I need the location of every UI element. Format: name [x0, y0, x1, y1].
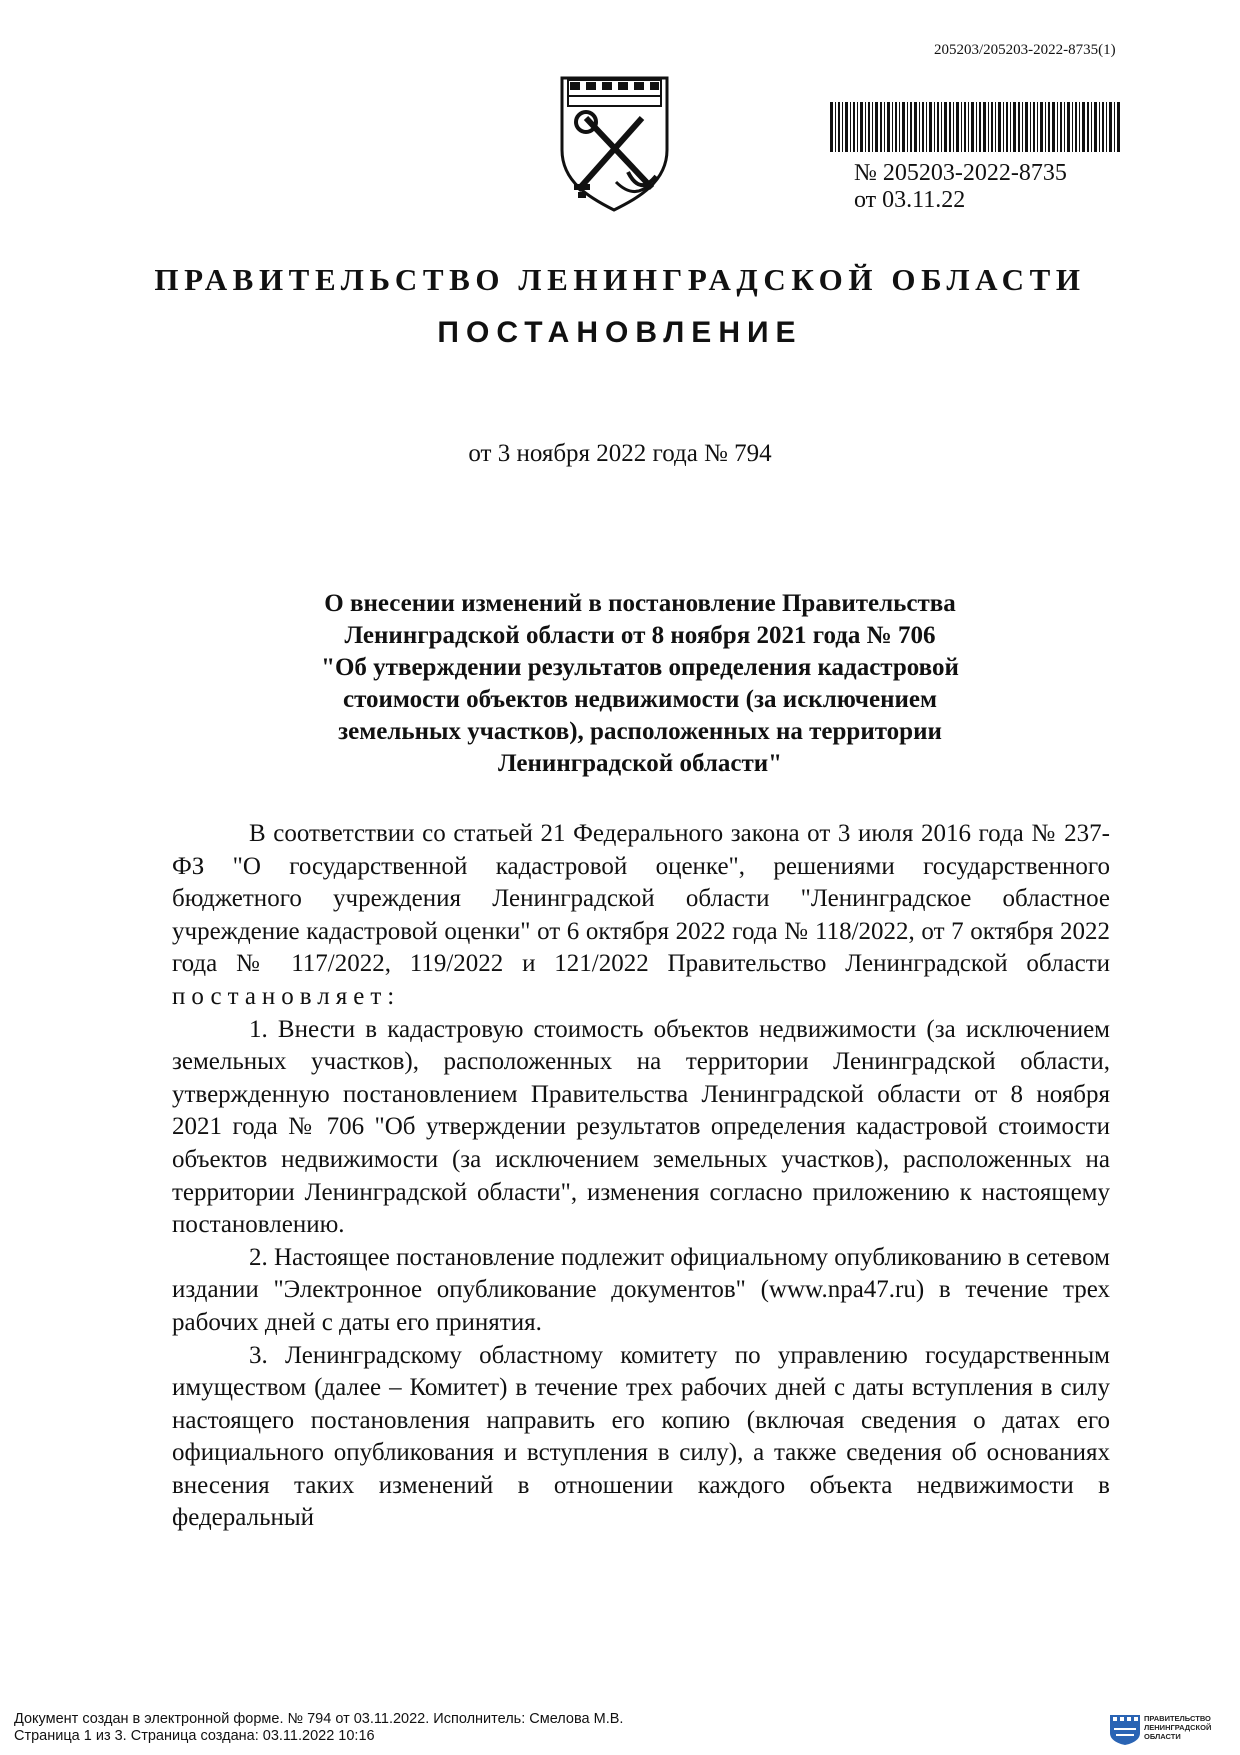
subject-line: земельных участков), расположенных на территории [338, 718, 942, 745]
subject-line: "Об утверждении результатов определения кадастровой [321, 654, 959, 681]
subject-line: стоимости объектов недвижимости (за исключением [342, 686, 938, 713]
footer-page-info: Страница 1 из 3. Страница создана: 03.11.2022 10:16 [14, 1728, 375, 1744]
item-3-paragraph: 3. Ленинградскому областному комитету по управлению государственным имуществом (далее – Комитет) в течение трех рабочих дней с даты вступления в силу настоящего постановления направить его копию (включая сведения о датах его официального опубликования и вступления в силу), а также сведения об основаниях внесения таких изменений в отношении каждого объекта недвижимости в федеральный [172, 1341, 1110, 1532]
government-logo-icon [1110, 1715, 1140, 1745]
footer-government-logo [1108, 1713, 1228, 1747]
document-date-number: от 3 ноября 2022 года № 794 [468, 440, 772, 467]
coat-of-arms-icon [558, 72, 671, 212]
preamble-paragraph [172, 818, 1110, 1014]
document-body [172, 818, 1110, 1535]
registration-date: от 03.11.22 [854, 187, 966, 213]
logo-text-line: ОБЛАСТИ [1144, 1732, 1181, 1741]
decree-word: постановляет: [172, 982, 401, 1010]
logo-text-line: ЛЕНИНГРАДСКОЙ [1144, 1723, 1212, 1732]
subject-line: Ленинградской области" [497, 750, 783, 777]
item-1-paragraph: 1. Внести в кадастровую стоимость объектов недвижимости (за исключением земельных участков), расположенных на территории Ленинградской области, утвержденную постановлением Правительства Ленинградской области от 8 ноября 2021 года № 706 "Об утверждении результатов определения кадастровой стоимости объектов недвижимости (за исключением земельных участков), расположенных на территории Ленинградской области", изменения согласно приложению к настоящему постановлению. [172, 1015, 1110, 1239]
document-id: 205203/205203-2022-8735(1) [934, 42, 1116, 58]
logo-text-line: ПРАВИТЕЛЬСТВО [1144, 1714, 1211, 1723]
government-title: ПРАВИТЕЛЬСТВО ЛЕНИНГРАДСКОЙ ОБЛАСТИ [154, 262, 1086, 297]
footer-creation-info: Документ создан в электронной форме. № 794 от 03.11.2022. Исполнитель: Смелова М.В. [14, 1711, 624, 1727]
item-2-paragraph: 2. Настоящее постановление подлежит официальному опубликованию в сетевом издании "Электронное опубликование документов" (www.npa47.ru) в течение трех рабочих дней с даты его принятия. [172, 1243, 1110, 1336]
barcode-icon [830, 102, 1120, 152]
document-type: ПОСТАНОВЛЕНИЕ [437, 316, 803, 349]
preamble-text: В соответствии со статьей 21 Федерального закона от 3 июля 2016 года № 237-ФЗ "О государственной кадастровой оценке", решениями государственного бюджетного учреждения Ленинградской области "Ленинградское областное учреждение кадастровой оценки" от 6 октября 2022 года № 118/2022, от 7 октября 2022 года № 117/2022, 119/2022 и 121/2022 Правительство Ленинградской области [172, 820, 1110, 978]
subject-line: Ленинградской области от 8 ноября 2021 года № 706 [344, 622, 936, 649]
subject-line: О внесении изменений в постановление Правительства [324, 590, 956, 617]
document-subject [200, 588, 1080, 780]
registration-number: № 205203-2022-8735 [854, 160, 1067, 186]
